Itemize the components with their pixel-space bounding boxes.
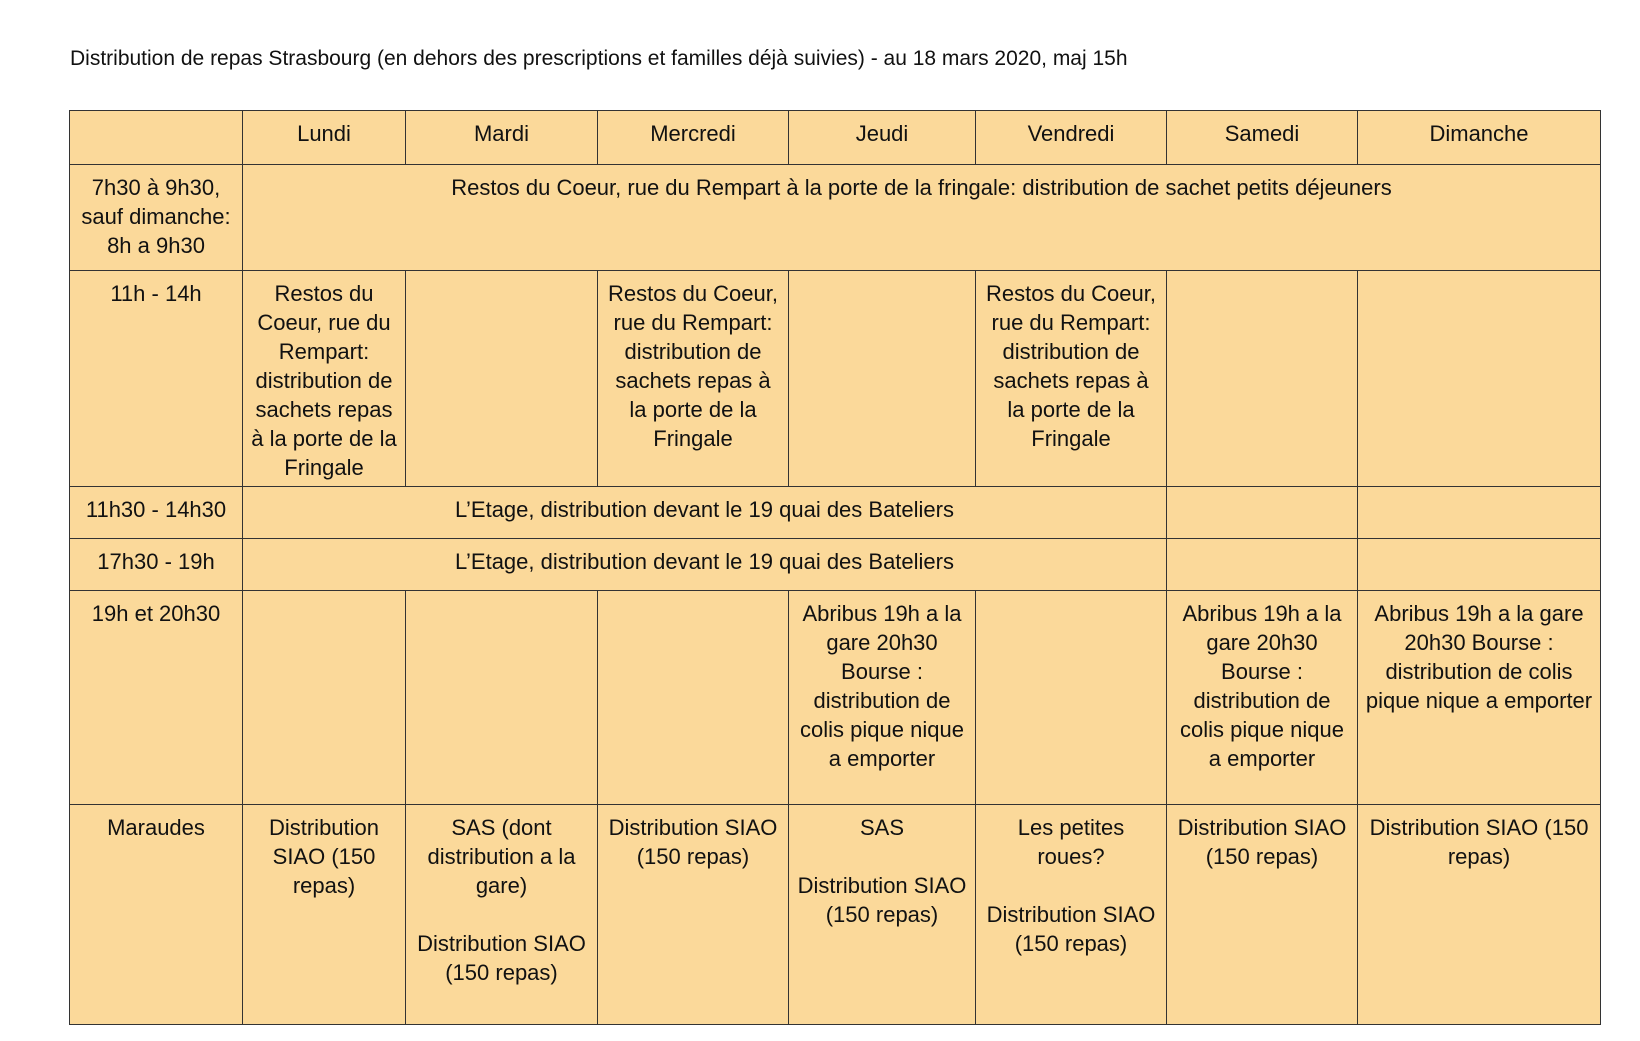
row-evening	[70, 591, 1601, 805]
etage-soir-samedi	[1167, 539, 1358, 591]
evening-samedi: Abribus 19h a la gare 20h30 Bourse : distribution de colis pique nique a emporter	[1167, 591, 1358, 805]
maraudes-mardi-siao: Distribution SIAO (150 repas)	[417, 931, 586, 985]
evening-mercredi	[598, 591, 789, 805]
maraudes-samedi: Distribution SIAO (150 repas)	[1167, 805, 1358, 1025]
lunch-dimanche	[1358, 271, 1601, 487]
schedule-table	[69, 110, 1601, 1025]
time-maraudes: Maraudes	[70, 805, 243, 1025]
maraudes-jeudi-sas: SAS	[859, 815, 905, 840]
evening-jeudi: Abribus 19h a la gare 20h30 Bourse : distribution de colis pique nique a emporter	[789, 591, 976, 805]
maraudes-mardi	[406, 805, 598, 1025]
etage-soir-dimanche	[1358, 539, 1601, 591]
time-etage-midi: 11h30 - 14h30	[70, 487, 243, 539]
maraudes-dimanche: Distribution SIAO (150 repas)	[1358, 805, 1601, 1025]
maraudes-jeudi-siao: Distribution SIAO (150 repas)	[797, 873, 967, 927]
lunch-vendredi: Restos du Coeur, rue du Rempart: distribution de sachets repas à la porte de la Fringale	[976, 271, 1167, 487]
evening-dimanche: Abribus 19h a la gare 20h30 Bourse : distribution de colis pique nique a emporter	[1358, 591, 1601, 805]
lunch-samedi	[1167, 271, 1358, 487]
day-header-jeudi: Jeudi	[789, 111, 976, 165]
breakfast-cell: Restos du Coeur, rue du Rempart à la porte de la fringale: distribution de sachet petits déjeuners	[243, 165, 1601, 271]
row-etage-midi	[70, 487, 1601, 539]
lunch-lundi: Restos du Coeur, rue du Rempart: distribution de sachets repas à la porte de la Fringale	[243, 271, 406, 487]
evening-lundi	[243, 591, 406, 805]
maraudes-mercredi: Distribution SIAO (150 repas)	[598, 805, 789, 1025]
corner-cell	[70, 111, 243, 165]
time-lunch: 11h - 14h	[70, 271, 243, 487]
etage-midi-dimanche	[1358, 487, 1601, 539]
maraudes-vendredi-siao: Distribution SIAO (150 repas)	[986, 902, 1156, 956]
day-header-mercredi: Mercredi	[598, 111, 789, 165]
lunch-mardi	[406, 271, 598, 487]
evening-mardi	[406, 591, 598, 805]
row-etage-soir	[70, 539, 1601, 591]
etage-soir-cell: L’Etage, distribution devant le 19 quai des Bateliers	[243, 539, 1167, 591]
maraudes-vendredi	[976, 805, 1167, 1025]
day-header-lundi: Lundi	[243, 111, 406, 165]
time-etage-soir: 17h30 - 19h	[70, 539, 243, 591]
day-header-samedi: Samedi	[1167, 111, 1358, 165]
maraudes-lundi: Distribution SIAO (150 repas)	[243, 805, 406, 1025]
row-breakfast	[70, 165, 1601, 271]
lunch-jeudi	[789, 271, 976, 487]
document-title: Distribution de repas Strasbourg (en dehors des prescriptions et familles déjà suivies) - au 18 mars 2020, maj 15h	[70, 47, 1128, 70]
row-maraudes	[70, 805, 1601, 1025]
header-row	[70, 111, 1601, 165]
row-lunch	[70, 271, 1601, 487]
maraudes-mardi-sas: SAS (dont distribution a la gare)	[427, 815, 576, 898]
etage-midi-cell: L’Etage, distribution devant le 19 quai des Bateliers	[243, 487, 1167, 539]
evening-vendredi	[976, 591, 1167, 805]
maraudes-jeudi	[789, 805, 976, 1025]
day-header-vendredi: Vendredi	[976, 111, 1167, 165]
maraudes-vendredi-roues: Les petites roues?	[1017, 815, 1125, 869]
etage-midi-samedi	[1167, 487, 1358, 539]
time-breakfast: 7h30 à 9h30, sauf dimanche: 8h a 9h30	[70, 165, 243, 271]
day-header-dimanche: Dimanche	[1358, 111, 1601, 165]
lunch-mercredi: Restos du Coeur, rue du Rempart: distribution de sachets repas à la porte de la Fringale	[598, 271, 789, 487]
day-header-mardi: Mardi	[406, 111, 598, 165]
time-evening: 19h et 20h30	[70, 591, 243, 805]
